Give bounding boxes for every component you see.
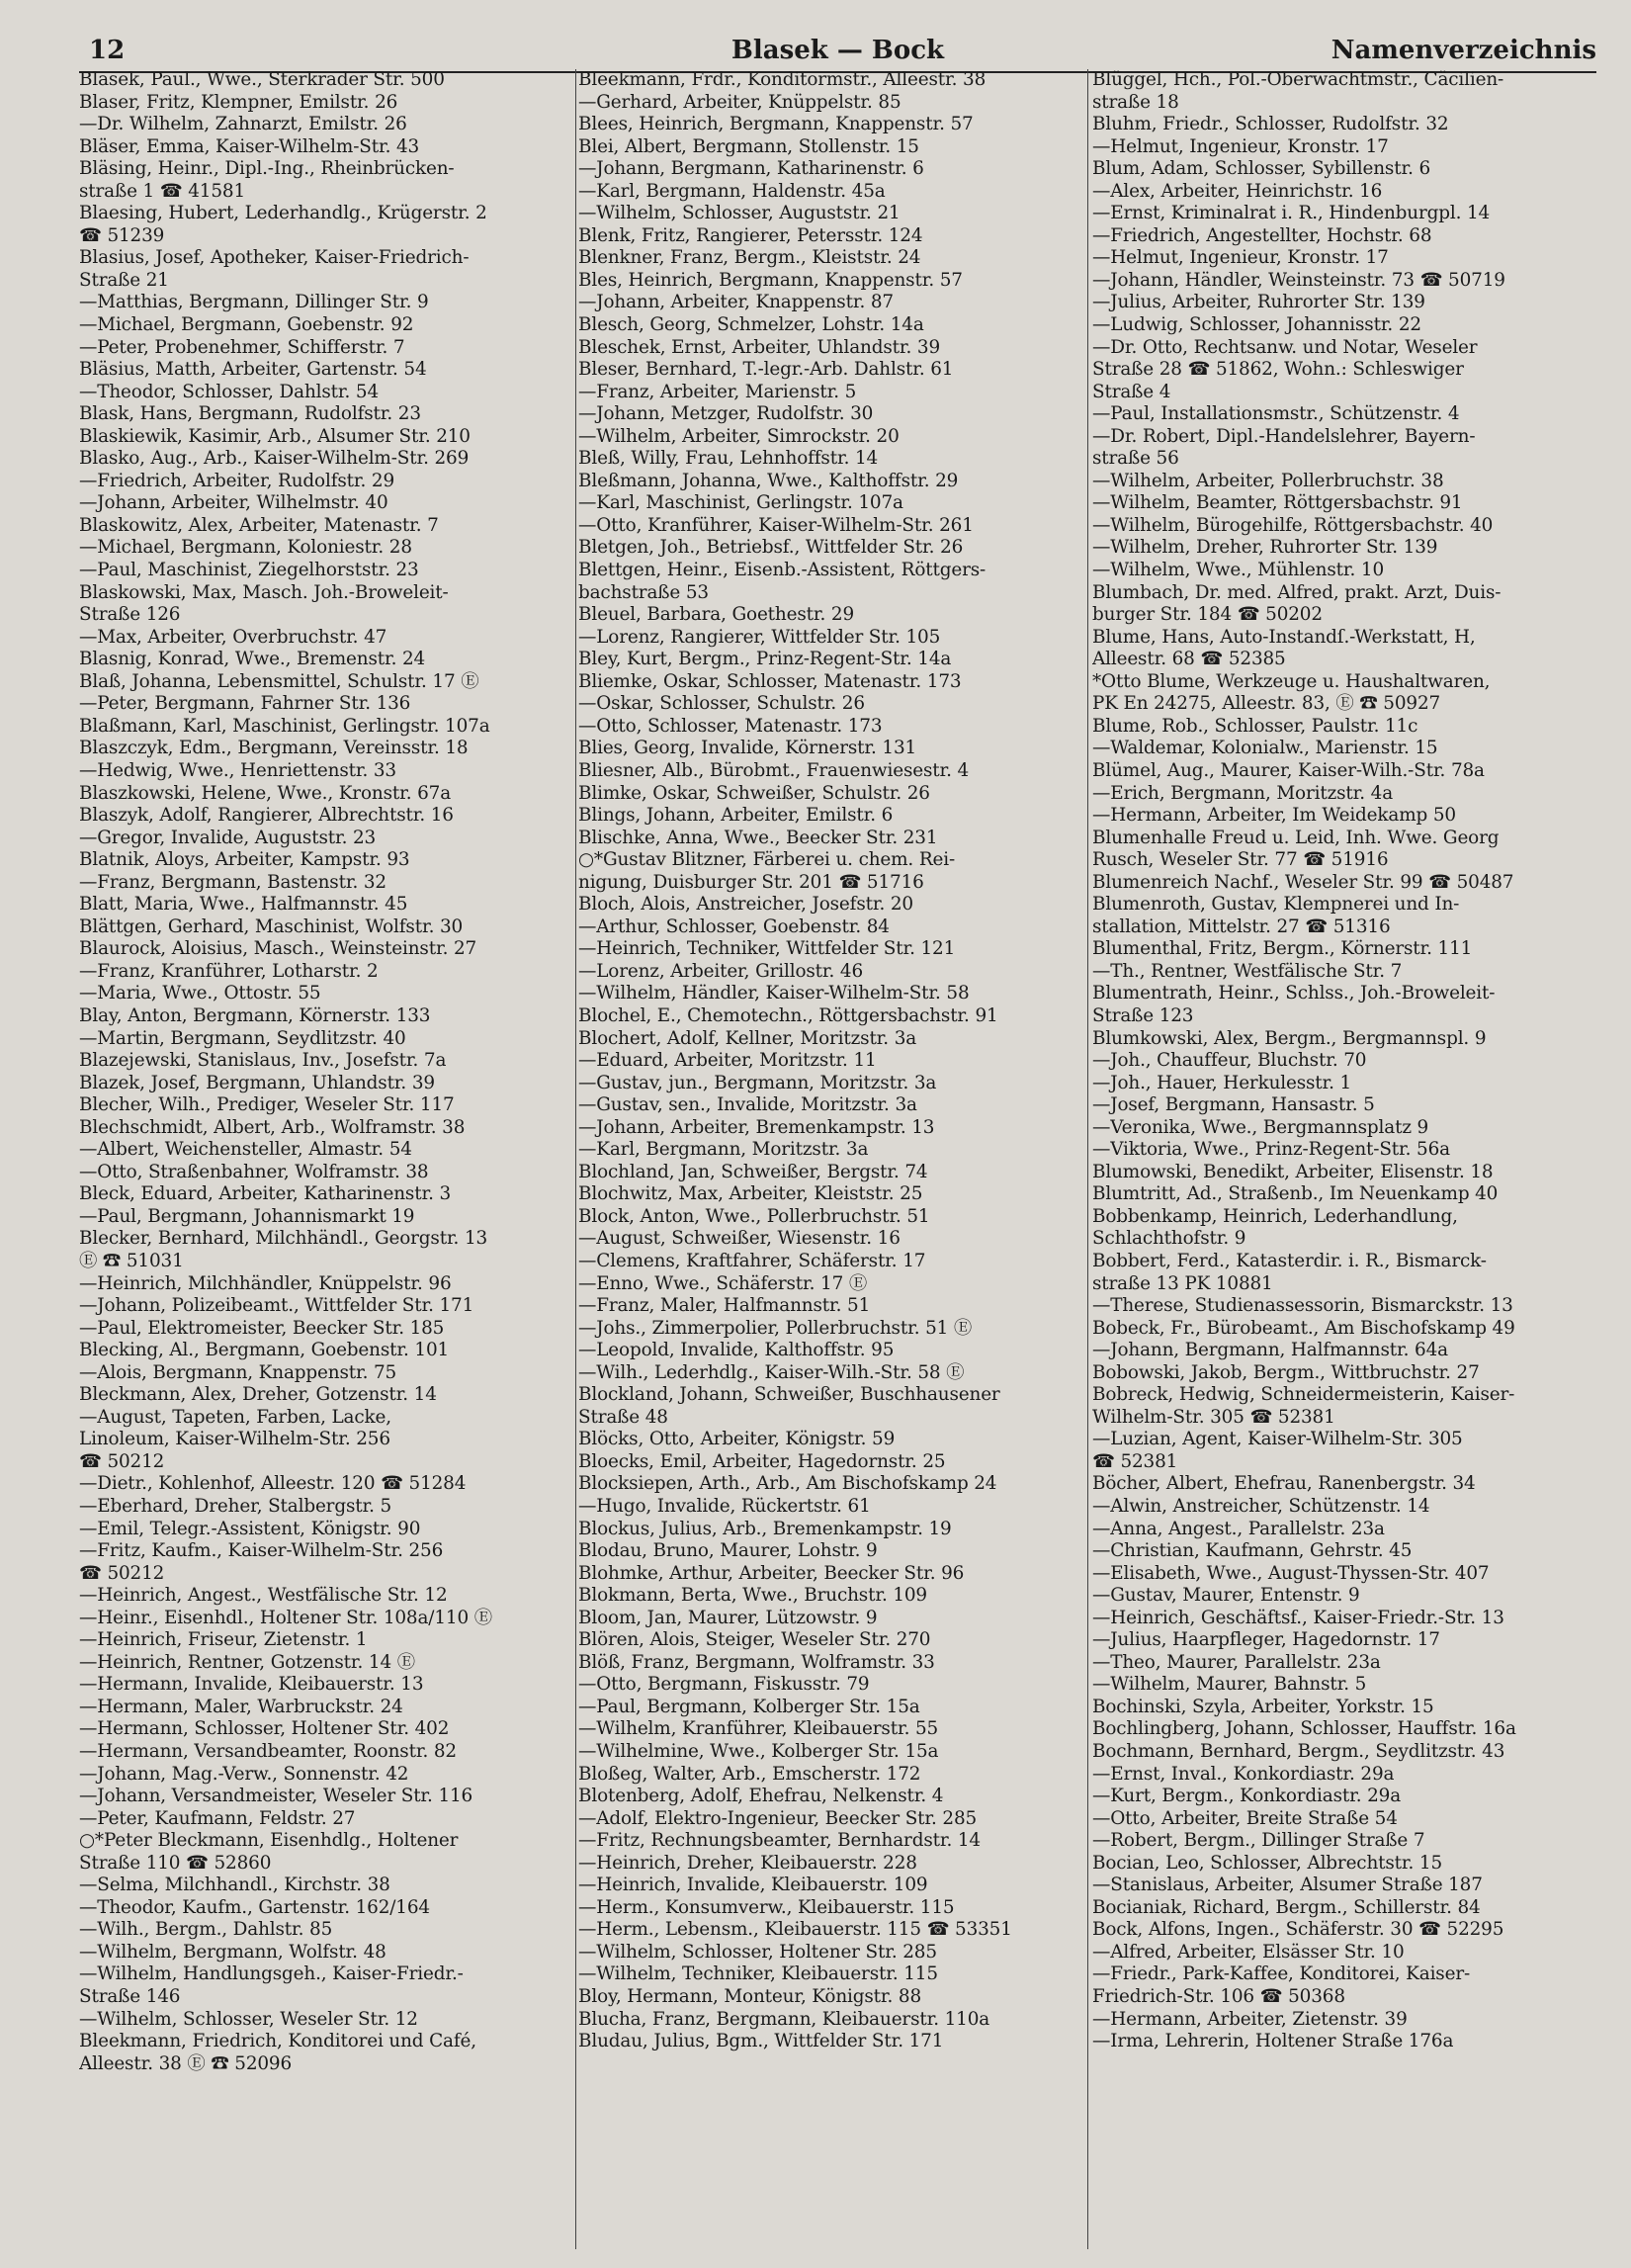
directory-entry: —Michael, Bergmann, Koloniestr. 28 <box>79 537 412 559</box>
directory-entry: Bleekmann, Friedrich, Konditorei und Café, <box>79 2031 476 2052</box>
directory-entry: —Hermann, Versandbeamter, Roonstr. 82 <box>79 1741 457 1763</box>
directory-entry: —Joh., Chauffeur, Bluchstr. 70 <box>1092 1050 1367 1072</box>
directory-entry: straße 56 <box>1092 448 1179 470</box>
directory-entry: Bocianiak, Richard, Bergm., Schillerstr. 84 <box>1092 1896 1481 1918</box>
directory-entry: Blören, Alois, Steiger, Weseler Str. 270 <box>578 1629 931 1651</box>
directory-entry: —Otto, Bergmann, Fiskusstr. 79 <box>578 1674 870 1696</box>
directory-entry: Bochinski, Szyla, Arbeiter, Yorkstr. 15 <box>1092 1696 1434 1717</box>
directory-entry: —Wilh., Bergm., Dahlstr. 85 <box>79 1919 333 1941</box>
directory-entry: Bobbenkamp, Heinrich, Lederhandlung, <box>1092 1205 1458 1227</box>
directory-entry: Blumbach, Dr. med. Alfred, prakt. Arzt, Duis- <box>1092 581 1502 603</box>
directory-entry: —Wilhelm, Schlosser, Weseler Str. 12 <box>79 2008 418 2030</box>
directory-entry: Alleestr. 38 Ⓔ ☎ 52096 <box>79 2052 293 2074</box>
directory-entry: —Johann, Arbeiter, Wilhelmstr. 40 <box>79 492 388 514</box>
directory-entry: —Wilhelm, Dreher, Ruhrorter Str. 139 <box>1092 537 1438 559</box>
directory-entry: —Karl, Maschinist, Gerlingstr. 107a <box>578 492 903 514</box>
directory-entry: —Dietr., Kohlenhof, Alleestr. 120 ☎ 51284 <box>79 1473 467 1495</box>
directory-entry: —Wilhelm, Arbeiter, Simrockstr. 20 <box>578 425 900 447</box>
directory-entry: —Elisabeth, Wwe., August-Thyssen-Str. 407 <box>1092 1562 1490 1584</box>
directory-entry: —Gustav, sen., Invalide, Moritzstr. 3a <box>578 1094 917 1116</box>
directory-entry: ☎ 52381 <box>1092 1450 1178 1472</box>
directory-entry: Bläsius, Matth, Arbeiter, Gartenstr. 54 <box>79 359 427 381</box>
directory-entry: —Otto, Straßenbahner, Wolframstr. 38 <box>79 1161 429 1182</box>
directory-entry: —Wilhelm, Händler, Kaiser-Wilhelm-Str. 58 <box>578 983 970 1004</box>
directory-entry: —Alex, Arbeiter, Heinrichstr. 16 <box>1092 180 1383 202</box>
directory-entry: Straße 21 <box>79 269 169 291</box>
directory-entry: —Friedr., Park-Kaffee, Konditorei, Kaiser- <box>1092 1963 1471 1985</box>
directory-entry: —Clemens, Kraftfahrer, Schäferstr. 17 <box>578 1250 926 1271</box>
directory-entry: Blochland, Jan, Schweißer, Bergstr. 74 <box>578 1161 928 1182</box>
directory-entry: —Ernst, Kriminalrat i. R., Hindenburgpl. 14 <box>1092 203 1491 224</box>
directory-entry: —Gustav, jun., Bergmann, Moritzstr. 3a <box>578 1072 937 1093</box>
directory-entry: Blumenroth, Gustav, Klempnerei und In- <box>1092 894 1460 916</box>
directory-entry: —Peter, Bergmann, Fahrner Str. 136 <box>79 693 411 715</box>
directory-entry: Blume, Rob., Schlosser, Paulstr. 11c <box>1092 715 1418 737</box>
directory-entry: Blasius, Josef, Apotheker, Kaiser-Friedrich- <box>79 247 470 269</box>
directory-entry: —Karl, Bergmann, Moritzstr. 3a <box>578 1139 869 1161</box>
directory-entry: ☎ 51239 <box>79 224 165 246</box>
directory-entry: —Leopold, Invalide, Kalthoffstr. 95 <box>578 1340 895 1361</box>
directory-entry: —Helmut, Ingenieur, Kronstr. 17 <box>1092 247 1389 269</box>
directory-entry: —Herm., Konsumverw., Kleibauerstr. 115 <box>578 1896 955 1918</box>
directory-entry: —Anna, Angest., Parallelstr. 23a <box>1092 1518 1385 1539</box>
directory-entry: straße 1 ☎ 41581 <box>79 180 246 202</box>
directory-entry: Blings, Johann, Arbeiter, Emilstr. 6 <box>578 805 894 827</box>
directory-entry: —Heinrich, Friseur, Zietenstr. 1 <box>79 1629 368 1651</box>
directory-entry: —Paul, Bergmann, Johannismarkt 19 <box>79 1205 415 1227</box>
directory-entry: Bles, Heinrich, Bergmann, Knappenstr. 57 <box>578 269 963 291</box>
directory-entry: —Ernst, Inval., Konkordiastr. 29a <box>1092 1763 1395 1785</box>
directory-entry: —Wilhelm, Techniker, Kleibauerstr. 115 <box>578 1963 938 1985</box>
directory-entry: —Friedrich, Angestellter, Hochstr. 68 <box>1092 224 1432 246</box>
directory-entry: —Adolf, Elektro-Ingenieur, Beecker Str. 285 <box>578 1807 978 1829</box>
directory-entry: —Johann, Bergmann, Katharinenstr. 6 <box>578 158 924 180</box>
directory-entry: Bleß, Willy, Frau, Lehnhoffstr. 14 <box>578 448 879 470</box>
directory-entry: Ⓔ ☎ 51031 <box>79 1250 184 1271</box>
directory-entry: —Lorenz, Arbeiter, Grillostr. 46 <box>578 960 864 982</box>
directory-entry: Blasnig, Konrad, Wwe., Bremenstr. 24 <box>79 649 426 670</box>
directory-entry: —Karl, Bergmann, Haldenstr. 45a <box>578 180 886 202</box>
directory-entry: —Matthias, Bergmann, Dillinger Str. 9 <box>79 292 429 313</box>
directory-entry: —Hugo, Invalide, Rückertstr. 61 <box>578 1496 871 1517</box>
directory-entry: Blotenberg, Adolf, Ehefrau, Nelkenstr. 4 <box>578 1786 944 1807</box>
directory-entry: Blaß, Johanna, Lebensmittel, Schulstr. 17 Ⓔ <box>79 670 479 692</box>
directory-entry: —Arthur, Schlosser, Goebenstr. 84 <box>578 916 890 937</box>
directory-entry: —Johann, Händler, Weinsteinstr. 73 ☎ 50719 <box>1092 269 1505 291</box>
page-header <box>79 28 1596 73</box>
directory-entry: Blumentrath, Heinr., Schlss., Joh.-Broweleit- <box>1092 983 1496 1004</box>
directory-entry: Blum, Adam, Schlosser, Sybillenstr. 6 <box>1092 158 1431 180</box>
directory-entry: Blodau, Bruno, Maurer, Lohstr. 9 <box>578 1540 878 1562</box>
directory-entry: stallation, Mittelstr. 27 ☎ 51316 <box>1092 916 1391 937</box>
directory-entry: —Hermann, Invalide, Kleibauerstr. 13 <box>79 1674 424 1696</box>
directory-entry: —Enno, Wwe., Schäferstr. 17 Ⓔ <box>578 1272 868 1294</box>
directory-entry: Blazek, Josef, Bergmann, Uhlandstr. 39 <box>79 1072 435 1093</box>
directory-entry: —Franz, Arbeiter, Marienstr. 5 <box>578 381 857 402</box>
directory-entry: —Gregor, Invalide, Auguststr. 23 <box>79 827 377 848</box>
directory-entry: —Wilhelm, Bürogehilfe, Röttgersbachstr. 40 <box>1092 514 1494 536</box>
directory-entry: Blohmke, Arthur, Arbeiter, Beecker Str. 96 <box>578 1562 965 1584</box>
directory-entry: —Josef, Bergmann, Hansastr. 5 <box>1092 1094 1375 1116</box>
directory-entry: Straße 110 ☎ 52860 <box>79 1852 272 1874</box>
directory-entry: —Wilhelm, Handlungsgeh., Kaiser-Friedr.- <box>79 1963 464 1985</box>
directory-entry: —Selma, Milchhandl., Kirchstr. 38 <box>79 1875 390 1896</box>
directory-entry: Blochert, Adolf, Kellner, Moritzstr. 3a <box>578 1027 917 1049</box>
directory-entry: —Johann, Arbeiter, Knappenstr. 87 <box>578 292 894 313</box>
column-1 <box>79 69 573 2254</box>
directory-entry: Bludau, Julius, Bgm., Wittfelder Str. 171 <box>578 2031 944 2052</box>
directory-entry: Blochel, E., Chemotechn., Röttgersbachstr. 91 <box>578 1004 998 1026</box>
directory-entry: Blaszkowski, Helene, Wwe., Kronstr. 67a <box>79 782 452 804</box>
directory-entry: Blokmann, Berta, Wwe., Bruchstr. 109 <box>578 1585 927 1607</box>
directory-entry: Blask, Hans, Bergmann, Rudolfstr. 23 <box>79 403 421 425</box>
directory-entry: —Herm., Lebensm., Kleibauerstr. 115 ☎ 53351 <box>578 1919 1012 1941</box>
directory-entry: Blümel, Aug., Maurer, Kaiser-Wilh.-Str. 78a <box>1092 759 1485 781</box>
directory-entry: Straße 123 <box>1092 1004 1194 1026</box>
directory-entry: *Otto Blume, Werkzeuge u. Haushaltwaren, <box>1092 670 1491 692</box>
directory-entry: —Luzian, Agent, Kaiser-Wilhelm-Str. 305 <box>1092 1429 1463 1450</box>
column-3 <box>1092 69 1596 2254</box>
directory-entry: Bobeck, Fr., Bürobeamt., Am Bischofskamp 49 <box>1092 1317 1515 1339</box>
directory-entry: —Heinrich, Geschäftsf., Kaiser-Friedr.-Str. 13 <box>1092 1607 1504 1628</box>
directory-entry: —Franz, Kranführer, Lotharstr. 2 <box>79 960 379 982</box>
directory-entry: Bobbert, Ferd., Katasterdir. i. R., Bismarck- <box>1092 1250 1487 1271</box>
directory-entry: —Robert, Bergm., Dillinger Straße 7 <box>1092 1830 1425 1852</box>
directory-entry: —Veronika, Wwe., Bergmannsplatz 9 <box>1092 1116 1429 1138</box>
directory-entry: Bleschek, Ernst, Arbeiter, Uhlandstr. 39 <box>578 336 941 358</box>
directory-entry: Blumtritt, Ad., Straßenb., Im Neuenkamp 40 <box>1092 1183 1499 1205</box>
directory-entry: —Hedwig, Wwe., Henriettenstr. 33 <box>79 759 396 781</box>
directory-entry: Bloecks, Emil, Arbeiter, Hagedornstr. 25 <box>578 1450 946 1472</box>
directory-entry: —Dr. Wilhelm, Zahnarzt, Emilstr. 26 <box>79 114 407 135</box>
directory-entry: Blasko, Aug., Arb., Kaiser-Wilhelm-Str. 269 <box>79 448 470 470</box>
directory-entry: Blees, Heinrich, Bergmann, Knappenstr. 57 <box>578 114 974 135</box>
directory-entry: —Julius, Arbeiter, Ruhrorter Str. 139 <box>1092 292 1425 313</box>
directory-entry: Blaßmann, Karl, Maschinist, Gerlingstr. 107a <box>79 715 490 737</box>
directory-entry: —Friedrich, Arbeiter, Rudolfstr. 29 <box>79 470 394 491</box>
directory-entry: —Eduard, Arbeiter, Moritzstr. 11 <box>578 1050 877 1072</box>
directory-entry: —Otto, Arbeiter, Breite Straße 54 <box>1092 1807 1398 1829</box>
directory-entry: ☎ 50212 <box>79 1450 165 1472</box>
directory-entry: Blenk, Fritz, Rangierer, Petersstr. 124 <box>578 224 923 246</box>
directory-entry: —Martin, Bergmann, Seydlitzstr. 40 <box>79 1027 406 1049</box>
directory-entry: —Johann, Arbeiter, Bremenkampstr. 13 <box>578 1116 935 1138</box>
directory-entry: —Alwin, Anstreicher, Schützenstr. 14 <box>1092 1496 1430 1517</box>
directory-entry: Blaurock, Aloisius, Masch., Weinsteinstr. 27 <box>79 938 477 960</box>
directory-entry: —Paul, Bergmann, Kolberger Str. 15a <box>578 1696 920 1717</box>
directory-entry: —Heinr., Eisenhdl., Holtener Str. 108a/110 Ⓔ <box>79 1607 492 1628</box>
directory-entry: —August, Tapeten, Farben, Lacke, <box>79 1406 391 1428</box>
directory-entry: Bleser, Bernhard, T.-legr.-Arb. Dahlstr. 61 <box>578 359 954 381</box>
directory-entry: —Heinrich, Dreher, Kleibauerstr. 228 <box>578 1852 917 1874</box>
directory-entry: —Alfred, Arbeiter, Elsässer Str. 10 <box>1092 1941 1405 1963</box>
directory-entry: —Christian, Kaufmann, Gehrstr. 45 <box>1092 1540 1413 1562</box>
directory-entry: —Hermann, Arbeiter, Zietenstr. 39 <box>1092 2008 1408 2030</box>
directory-entry: Bliesner, Alb., Bürobmt., Frauenwiesestr. 4 <box>578 759 970 781</box>
directory-entry: —Johann, Versandmeister, Weseler Str. 116 <box>79 1786 473 1807</box>
directory-entry: —Johann, Mag.-Verw., Sonnenstr. 42 <box>79 1763 409 1785</box>
directory-entry: —Gustav, Maurer, Entenstr. 9 <box>1092 1585 1360 1607</box>
directory-entry: Blucha, Franz, Bergmann, Kleibauerstr. 110a <box>578 2008 990 2030</box>
directory-entry: Bleck, Eduard, Arbeiter, Katharinenstr. 3 <box>79 1183 452 1205</box>
directory-entry: Blaesing, Hubert, Lederhandlg., Krügerstr. 2 <box>79 203 487 224</box>
directory-entry: Blume, Hans, Auto-Instandſ.-Werkstatt, H, <box>1092 626 1476 648</box>
directory-entry: Bochlingberg, Johann, Schlosser, Hauffstr. 16a <box>1092 1718 1516 1740</box>
directory-entry: Blättgen, Gerhard, Maschinist, Wolfstr. 30 <box>79 916 464 937</box>
directory-entry: —Joh., Hauer, Herkulesstr. 1 <box>1092 1072 1352 1093</box>
directory-entry: Blecking, Al., Bergmann, Goebenstr. 101 <box>79 1340 450 1361</box>
directory-entry: Bock, Alfons, Ingen., Schäferstr. 30 ☎ 52295 <box>1092 1919 1504 1941</box>
directory-entry: —Eberhard, Dreher, Stalbergstr. 5 <box>79 1496 392 1517</box>
directory-entry: —Therese, Studienassessorin, Bismarckstr. 13 <box>1092 1295 1513 1317</box>
directory-entry: —Wilhelm, Wwe., Mühlenstr. 10 <box>1092 560 1385 581</box>
directory-entry: —Hermann, Schlosser, Holtener Str. 402 <box>79 1718 450 1740</box>
directory-entry: Straße 4 <box>1092 381 1171 402</box>
directory-entry: ○*Gustav Blitzner, Färberei u. chem. Rei- <box>578 849 956 871</box>
directory-entry: —Viktoria, Wwe., Prinz-Regent-Str. 56a <box>1092 1139 1450 1161</box>
directory-entry: —Max, Arbeiter, Overbruchstr. 47 <box>79 626 387 648</box>
directory-entry: —Peter, Probenehmer, Schifferstr. 7 <box>79 336 405 358</box>
directory-entry: Bluhm, Friedr., Schlosser, Rudolfstr. 32 <box>1092 114 1449 135</box>
directory-entry: Blockland, Johann, Schweißer, Buschhausener <box>578 1384 1000 1406</box>
directory-entry: Bletgen, Joh., Betriebsf., Wittfelder Str. 26 <box>578 537 964 559</box>
directory-entry: —Waldemar, Kolonialw., Marienstr. 15 <box>1092 738 1438 759</box>
directory-entry: —Heinrich, Rentner, Gotzenstr. 14 Ⓔ <box>79 1651 415 1673</box>
directory-entry: —Irma, Lehrerin, Holtener Straße 176a <box>1092 2031 1454 2052</box>
directory-entry: Bläser, Emma, Kaiser-Wilhelm-Str. 43 <box>79 135 420 157</box>
directory-entry: Blettgen, Heinr., Eisenb.-Assistent, Röttgers- <box>578 560 987 581</box>
directory-entry: Bloom, Jan, Maurer, Lützowstr. 9 <box>578 1607 878 1628</box>
directory-entry: Blumenreich Nachf., Weseler Str. 99 ☎ 50487 <box>1092 871 1514 893</box>
directory-entry: —Dr. Otto, Rechtsanw. und Notar, Weseler <box>1092 336 1478 358</box>
directory-entry: —Ludwig, Schlosser, Johannisstr. 22 <box>1092 314 1421 336</box>
directory-entry: Bley, Kurt, Bergm., Prinz-Regent-Str. 14a <box>578 649 952 670</box>
directory-entry: Blay, Anton, Bergmann, Körnerstr. 133 <box>79 1004 431 1026</box>
directory-entry: ☎ 50212 <box>79 1562 165 1584</box>
directory-entry: Blecher, Wilh., Prediger, Weseler Str. 117 <box>79 1094 455 1116</box>
directory-entry: Bleuel, Barbara, Goethestr. 29 <box>578 604 854 626</box>
directory-entry: Schlachthofstr. 9 <box>1092 1228 1246 1250</box>
directory-entry: Wilhelm-Str. 305 ☎ 52381 <box>1092 1406 1335 1428</box>
directory-entry: Blaszyk, Adolf, Rangierer, Albrechtstr. 16 <box>79 805 454 827</box>
directory-entry: Blaszczyk, Edm., Bergmann, Vereinsstr. 18 <box>79 738 469 759</box>
name-range: Blasek — Bock <box>730 36 945 65</box>
column-divider <box>1087 69 1088 2249</box>
directory-entry: —Paul, Installationsmstr., Schützenstr. 4 <box>1092 403 1460 425</box>
page-number: 12 <box>89 36 126 65</box>
directory-entry: Bloßeg, Walter, Arb., Emscherstr. 172 <box>578 1763 921 1785</box>
directory-entry: —Helmut, Ingenieur, Kronstr. 17 <box>1092 135 1389 157</box>
directory-entry: Böcher, Albert, Ehefrau, Ranenbergstr. 34 <box>1092 1473 1476 1495</box>
directory-entry: Blumkowski, Alex, Bergm., Bergmannspl. 9 <box>1092 1027 1487 1049</box>
directory-entry: bachstraße 53 <box>578 581 709 603</box>
directory-entry: —Wilhelmine, Wwe., Kolberger Str. 15a <box>578 1741 939 1763</box>
directory-entry: —Johann, Bergmann, Halfmannstr. 64a <box>1092 1340 1448 1361</box>
directory-entry: —Otto, Kranführer, Kaiser-Wilhelm-Str. 261 <box>578 514 974 536</box>
section-title: Namenverzeichnis <box>1331 36 1596 65</box>
directory-entry: Blocksiepen, Arth., Arb., Am Bischofskamp 24 <box>578 1473 997 1495</box>
directory-entry: Blechschmidt, Albert, Arb., Wolframstr. 38 <box>79 1116 466 1138</box>
directory-entry: PK En 24275, Alleestr. 83, Ⓔ ☎ 50927 <box>1092 693 1441 715</box>
directory-entry: Straße 146 <box>79 1986 181 2008</box>
directory-entry: straße 13 PK 10881 <box>1092 1272 1273 1294</box>
directory-entry: Blesch, Georg, Schmelzer, Lohstr. 14a <box>578 314 924 336</box>
directory-entry: Blenkner, Franz, Bergm., Kleiststr. 24 <box>578 247 921 269</box>
directory-entry: —Johann, Metzger, Rudolfstr. 30 <box>578 403 874 425</box>
directory-entry: Blaskowski, Max, Masch. Joh.-Broweleit- <box>79 581 449 603</box>
directory-entry: Blei, Albert, Bergmann, Stollenstr. 15 <box>578 135 919 157</box>
directory-entry: Alleestr. 68 ☎ 52385 <box>1092 649 1286 670</box>
directory-entry: Linoleum, Kaiser-Wilhelm-Str. 256 <box>79 1429 390 1450</box>
directory-entry: Blazejewski, Stanislaus, Inv., Josefstr. 7a <box>79 1050 447 1072</box>
directory-entry: —Peter, Kaufmann, Feldstr. 27 <box>79 1807 356 1829</box>
directory-entry: —Hermann, Maler, Warbruckstr. 24 <box>79 1696 403 1717</box>
directory-entry: Straße 126 <box>79 604 181 626</box>
directory-entry: Blasek, Paul., Wwe., Sterkrader Str. 500 <box>79 69 445 90</box>
directory-entry: Blochwitz, Max, Arbeiter, Kleiststr. 25 <box>578 1183 923 1205</box>
directory-entry: —Heinrich, Techniker, Wittfelder Str. 121 <box>578 938 956 960</box>
directory-entry: —Hermann, Arbeiter, Im Weidekamp 50 <box>1092 805 1456 827</box>
directory-entry: Blüggel, Hch., Pol.-Oberwachtmstr., Cäcilien- <box>1092 69 1504 90</box>
directory-entry: —Theodor, Kaufm., Gartenstr. 162/164 <box>79 1896 430 1918</box>
directory-entry: Bleckmann, Alex, Dreher, Gotzenstr. 14 <box>79 1384 437 1406</box>
directory-entry: ○*Peter Bleckmann, Eisenhdlg., Holtener <box>79 1830 459 1852</box>
directory-entry: Blecker, Bernhard, Milchhändl., Georgstr. 13 <box>79 1228 488 1250</box>
directory-entry: —Wilhelm, Schlosser, Holtener Str. 285 <box>578 1941 937 1963</box>
directory-entry: —Maria, Wwe., Ottostr. 55 <box>79 983 321 1004</box>
directory-entry: Blockus, Julius, Arb., Bremenkampstr. 19 <box>578 1518 952 1539</box>
directory-entry: —Emil, Telegr.-Assistent, Königstr. 90 <box>79 1518 421 1539</box>
directory-entry: —Alois, Bergmann, Knappenstr. 75 <box>79 1361 397 1383</box>
directory-entry: —Paul, Elektromeister, Beecker Str. 185 <box>79 1317 445 1339</box>
directory-entry: Blatnik, Aloys, Arbeiter, Kampstr. 93 <box>79 849 410 871</box>
directory-entry: —Heinrich, Invalide, Kleibauerstr. 109 <box>578 1875 928 1896</box>
directory-entry: Blumowski, Benedikt, Arbeiter, Elisenstr. 18 <box>1092 1161 1494 1182</box>
directory-entry: Blöß, Franz, Bergmann, Wolframstr. 33 <box>578 1651 935 1673</box>
directory-entry: Straße 28 ☎ 51862, Wohn.: Schleswiger <box>1092 359 1464 381</box>
directory-entry: —Julius, Haarpfleger, Hagedornstr. 17 <box>1092 1629 1440 1651</box>
directory-entry: —Theo, Maurer, Parallelstr. 23a <box>1092 1651 1381 1673</box>
directory-entry: Straße 48 <box>578 1406 668 1428</box>
directory-entry: —Paul, Maschinist, Ziegelhorststr. 23 <box>79 560 419 581</box>
directory-entry: —Dr. Robert, Dipl.-Handelslehrer, Bayern- <box>1092 425 1476 447</box>
directory-entry: —Theodor, Schlosser, Dahlstr. 54 <box>79 381 380 402</box>
directory-entry: —Oskar, Schlosser, Schulstr. 26 <box>578 693 865 715</box>
directory-entry: —August, Schweißer, Wiesenstr. 16 <box>578 1228 901 1250</box>
directory-entry: Blatt, Maria, Wwe., Halfmannstr. 45 <box>79 894 408 916</box>
directory-entry: Bloy, Hermann, Monteur, Königstr. 88 <box>578 1986 922 2008</box>
directory-entry: —Erich, Bergmann, Moritzstr. 4a <box>1092 782 1394 804</box>
directory-entry: Bläsing, Heinr., Dipl.-Ing., Rheinbrücken- <box>79 158 455 180</box>
directory-entry: Friedrich-Str. 106 ☎ 50368 <box>1092 1986 1345 2008</box>
directory-entry: —Franz, Maler, Halfmannstr. 51 <box>578 1295 871 1317</box>
directory-entry: Bocian, Leo, Schlosser, Albrechtstr. 15 <box>1092 1852 1443 1874</box>
directory-entry: Bobowski, Jakob, Bergm., Wittbruchstr. 27 <box>1092 1361 1480 1383</box>
directory-entry: Blimke, Oskar, Schweißer, Schulstr. 26 <box>578 782 930 804</box>
directory-entry: Bleßmann, Johanna, Wwe., Kalthoffstr. 29 <box>578 470 959 491</box>
directory-entry: Blumenthal, Fritz, Bergm., Körnerstr. 111 <box>1092 938 1473 960</box>
directory-entry: Bochmann, Bernhard, Bergm., Seydlitzstr. 43 <box>1092 1741 1505 1763</box>
directory-entry: Bliemke, Oskar, Schlosser, Matenastr. 173 <box>578 670 962 692</box>
directory-entry: —Heinrich, Milchhändler, Knüppelstr. 96 <box>79 1272 452 1294</box>
directory-entry: —Gerhard, Arbeiter, Knüppelstr. 85 <box>578 91 901 113</box>
directory-entry: —Albert, Weichensteller, Almastr. 54 <box>79 1139 412 1161</box>
directory-entry: nigung, Duisburger Str. 201 ☎ 51716 <box>578 871 924 893</box>
directory-entry: —Kurt, Bergm., Konkordiastr. 29a <box>1092 1786 1402 1807</box>
directory-entry: Blaskowitz, Alex, Arbeiter, Matenastr. 7 <box>79 514 439 536</box>
directory-entry: Rusch, Weseler Str. 77 ☎ 51916 <box>1092 849 1389 871</box>
directory-entry: —Wilhelm, Maurer, Bahnstr. 5 <box>1092 1674 1367 1696</box>
directory-entry: —Fritz, Kaufm., Kaiser-Wilhelm-Str. 256 <box>79 1540 444 1562</box>
directory-entry: —Wilhelm, Bergmann, Wolfstr. 48 <box>79 1941 386 1963</box>
directory-entry: straße 18 <box>1092 91 1179 113</box>
directory-entry: —Fritz, Rechnungsbeamter, Bernhardstr. 14 <box>578 1830 981 1852</box>
directory-entry: Bloch, Alois, Anstreicher, Josefstr. 20 <box>578 894 913 916</box>
directory-entry: Bleekmann, Frdr., Konditormstr., Alleestr. 38 <box>578 69 987 90</box>
directory-entry: Bobreck, Hedwig, Schneidermeisterin, Kaiser- <box>1092 1384 1515 1406</box>
directory-entry: Blumenhalle Freud u. Leid, Inh. Wwe. Georg <box>1092 827 1500 848</box>
directory-entry: —Otto, Schlosser, Matenastr. 173 <box>578 715 883 737</box>
directory-entry: burger Str. 184 ☎ 50202 <box>1092 604 1323 626</box>
column-2 <box>578 69 1082 2254</box>
directory-entry: —Michael, Bergmann, Goebenstr. 92 <box>79 314 414 336</box>
directory-entry: Blaser, Fritz, Klempner, Emilstr. 26 <box>79 91 398 113</box>
directory-entry: —Johann, Polizeibeamt., Wittfelder Str. 171 <box>79 1295 474 1317</box>
directory-entry: —Wilh., Lederhdlg., Kaiser-Wilh.-Str. 58 Ⓔ <box>578 1361 965 1383</box>
directory-entry: —Lorenz, Rangierer, Wittfelder Str. 105 <box>578 626 941 648</box>
directory-entry: —Heinrich, Angest., Westfälische Str. 12 <box>79 1585 448 1607</box>
directory-entry: Blischke, Anna, Wwe., Beecker Str. 231 <box>578 827 938 848</box>
directory-entry: —Wilhelm, Arbeiter, Pollerbruchstr. 38 <box>1092 470 1444 491</box>
directory-entry: —Johs., Zimmerpolier, Pollerbruchstr. 51 Ⓔ <box>578 1317 973 1339</box>
directory-entry: Blaskiewik, Kasimir, Arb., Alsumer Str. 210 <box>79 425 471 447</box>
directory-entry: —Wilhelm, Beamter, Röttgersbachstr. 91 <box>1092 492 1463 514</box>
directory-entry: —Wilhelm, Schlosser, Auguststr. 21 <box>578 203 901 224</box>
column-divider <box>575 69 576 2249</box>
directory-entry: —Th., Rentner, Westfälische Str. 7 <box>1092 960 1403 982</box>
directory-entry: —Stanislaus, Arbeiter, Alsumer Straße 187 <box>1092 1875 1483 1896</box>
directory-entry: Blöcks, Otto, Arbeiter, Königstr. 59 <box>578 1429 896 1450</box>
directory-entry: Block, Anton, Wwe., Pollerbruchstr. 51 <box>578 1205 930 1227</box>
directory-entry: —Wilhelm, Kranführer, Kleibauerstr. 55 <box>578 1718 939 1740</box>
directory-entry: Blies, Georg, Invalide, Körnerstr. 131 <box>578 738 917 759</box>
directory-entry: —Franz, Bergmann, Bastenstr. 32 <box>79 871 386 893</box>
